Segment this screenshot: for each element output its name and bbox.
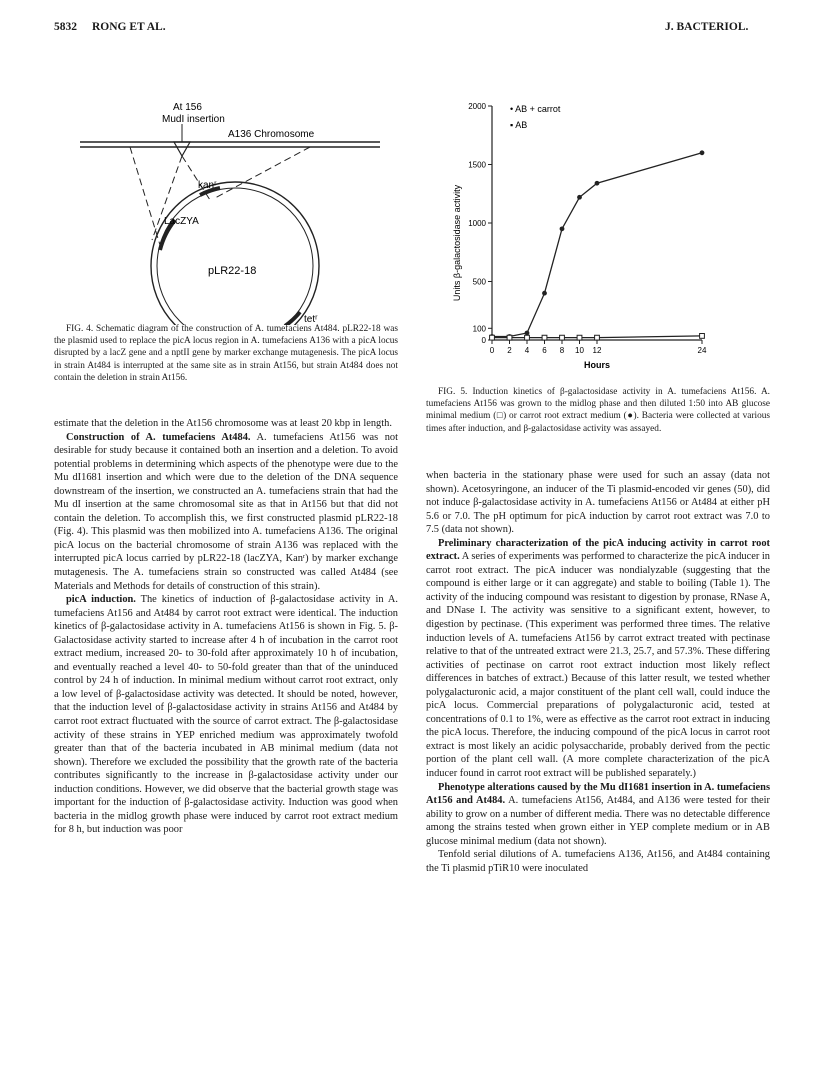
section-heading: Construction of A. tumefaciens At484. — [66, 431, 251, 443]
insertion-marker — [174, 142, 190, 156]
data-point — [560, 226, 565, 231]
data-point — [560, 335, 565, 340]
x-tick-label: 2 — [507, 346, 512, 355]
paragraph: when bacteria in the stationary phase were used for such an assay (data not shown). Acetosyringone, an inducer of the Ti plasmid-encoded vir genes (50), did not induce β-galactosidase activity in A. tumefaciens At156 or At484 at either pH 5.6 or 7.0. The pH optimum for picA induction by carrot root extract was 7.0 to 7.5 (data not shown). — [426, 470, 770, 536]
paragraph: picA induction. The kinetics of induction of β-galactosidase activity in A. tumefaciens At156 and At484 by carrot root extract were identical. The induction kinetics of β-galactosidase activity in A. tumefaciens At156 is shown in Fig. 5. β-Galactosidase activity started to increase after 4 h of incubation in the carrot root extract medium, increased 20- to 30-fold after approximately 10 h of incubation, and eventually reached a level 40- to 50-fold greater than that of the uninduced control by 24 h of induction. In minimal medium without carrot root extract, only a low level of β-galactosidase activity was detected. It should be noted, however, that the induction level of β-galactosidase activity in strains At156 and At484 by carrot root extract fluctuated with the source of carrot extract. The β-galactosidase activity of these strains in YEP enriched medium was approximately twofold greater than that of the bacteria incubated in AB minimal medium (data not shown). Therefore we excluded the possibility that the growth rate of the bacteria contributes significantly to the increase in β-galactosidase activity under our induction conditions. However, we did observe that the bacterial growth stage was important for the induction of β-galactosidase activity. Induction was good when bacteria in the midlog growth phase were induced by carrot root extract medium for 8 h, but induction was poor — [54, 594, 398, 836]
paragraph: estimate that the deletion in the At156 chromosome was at least 20 kbp in length. — [54, 418, 392, 429]
section-heading: Phenotype alterations caused by the Mu dI1681 insertion in A. tumefaciens At156 and At484. — [426, 781, 770, 807]
crossover-line — [215, 147, 310, 198]
x-tick-label: 24 — [697, 346, 707, 355]
y-tick-label: 2000 — [468, 102, 486, 111]
running-authors: RONG ET AL. — [92, 21, 166, 33]
chromosome-label: A136 Chromosome — [228, 129, 315, 140]
data-point — [525, 331, 530, 336]
paragraph: Tenfold serial dilutions of A. tumefaciens A136, At156, and At484 containing the Ti plasmid pTiR10 were inoculated — [426, 849, 770, 874]
y-axis-label: Units β-galactosidase activity — [452, 184, 462, 302]
fig4-caption: FIG. 4. Schematic diagram of the construction of A. tumefaciens At484. pLR22-18 was the plasmid used to replace the picA locus region in A. tumefaciens A136 with a picA locus disrupted by a lacZ gene and a nptII gene by marker exchange mutagenesis. The picA locus in strain At484 is interrupted at the same site as in strain At156, but strain At484 does not contain the deletion in strain At156. — [54, 324, 398, 383]
x-tick-label: 6 — [542, 346, 547, 355]
plasmid-label: pLR22-18 — [208, 265, 257, 277]
x-tick-label: 12 — [592, 346, 602, 355]
legend-entry: ▪ AB — [510, 120, 528, 130]
tet-label: tetʳ — [304, 314, 318, 325]
lac-label: LacZYA — [164, 216, 199, 227]
y-tick-label: 1000 — [468, 219, 486, 228]
y-tick-label: 500 — [472, 277, 486, 287]
data-point — [595, 335, 600, 340]
section-heading: Preliminary characterization of the picA inducing activity in carrot root extract. — [426, 537, 770, 563]
journal-name: J. BACTERIOL. — [665, 21, 749, 33]
left-column — [54, 417, 398, 837]
page-number: 5832 — [54, 21, 77, 33]
x-tick-label: 8 — [559, 346, 565, 355]
series-line — [492, 153, 702, 337]
fig5-caption: FIG. 5. Induction kinetics of β-galactosidase activity in A. tumefaciens At156. A. tumefaciens At156 was grown to the midlog phase and then diluted 1:50 into AB glucose minimal medium (□) or carrot root extract medium (●). Bacteria were collected at various times after induction, and β-galactosidase activity was assayed. — [426, 387, 770, 434]
y-tick-label: 100 — [472, 324, 486, 334]
y-tick-label: 1500 — [468, 160, 486, 170]
x-tick-label: 0 — [489, 346, 495, 355]
insertion-label: MudI insertion — [162, 114, 225, 125]
fig4-diagram — [80, 100, 380, 325]
paragraph: Construction of A. tumefaciens At484. A. tumefaciens At156 was not desirable for study because it contained both an insertion and a deletion. To avoid potential problems in determining which aspects of the phenotype were due to the Mu dI1681 insertion and which were due to the deletion of the DNA sequence downstream of the insertion, we constructed an A. tumefaciens strain that had the Mu dI insertion at the same chromosomal site as that in At156 but that did not contain the deletion. To accomplish this, we first constructed plasmid pLR22-18 (Fig. 4). This plasmid was then mobilized into A. tumefaciens A136. The original picA locus on the bacterial chromosome of strain A136 was replaced with the interrupted picA locus carried by pLR22-18 (lacZYA, Kanʳ) by marker exchange mutagenesis. The A. tumefaciens strain so constructed was called At484 (see Materials and Methods for details of construction of this strain). — [54, 431, 398, 592]
plasmid-circle — [151, 182, 319, 325]
y-tick-label: 0 — [481, 336, 486, 345]
x-tick-label: 4 — [524, 346, 530, 355]
data-point — [525, 335, 530, 340]
data-point — [577, 335, 582, 340]
plasmid-circle-inner — [157, 188, 313, 325]
kan-label: kanʳ — [198, 180, 217, 191]
data-point — [507, 335, 512, 340]
x-tick-label: 10 — [575, 346, 584, 355]
data-point — [577, 195, 582, 200]
data-point — [700, 150, 705, 155]
data-point — [542, 291, 547, 296]
paragraph: Preliminary characterization of the picA inducing activity in carrot root extract. A series of experiments was performed to characterize the picA inducer in carrot root extract. The picA inducer was nondialyzable (suggesting that the compound is either large or it can aggregate) and stable to boiling (Table 1). The activity of the inducing compound was resistant to digestion by pronase, RNase A, and DNase I. The activity was sensitive to a significant extent, however, to digestion by pectinase. (This experiment was performed three times. The relative induction levels of A. tumefaciens At156 by carrot extract treated with pectinase relative to that of the untreated extract were 21.3, 25.7, and 57.3%. These differing activities of pectinase on carrot root extract induction most likely reflect differences in batches of extract.) Because of this latter result, we tested whether polygalacturonic acid, a major constituent of the plant cell wall, could induce the picA locus. Commercial preparations of polygalacturonic acid, tested at concentrations of 0.1 to 1%, were as effective as the carrot root extract in inducing the picA locus. Therefore, the inducing compound of the picA locus in carrot root extract is most likely an acidic polysaccharide, probably derived from the pectic portion of the plant cell wall. (A more complete characterization of the picA inducer found in carrot root extract will be published separately.) — [426, 537, 770, 780]
x-axis-label: Hours — [583, 360, 611, 370]
strain-label: At 156 — [173, 102, 202, 113]
right-column — [426, 469, 770, 875]
paragraph: Phenotype alterations caused by the Mu dI1681 insertion in A. tumefaciens At156 and At484. A. tumefaciens At156, At484, and A136 were tested for their ability to grow on a number of different media. There was no detectable difference among the strains tested when grown either in YEP complete medium or in AB glucose minimal medium (data not shown). — [426, 781, 770, 847]
data-point — [595, 181, 600, 186]
section-heading: picA induction. — [66, 594, 136, 606]
data-point — [700, 334, 705, 339]
fig5-chart — [440, 92, 730, 382]
legend-entry: • AB + carrot — [510, 104, 561, 114]
data-point — [490, 335, 495, 340]
data-point — [542, 335, 547, 340]
